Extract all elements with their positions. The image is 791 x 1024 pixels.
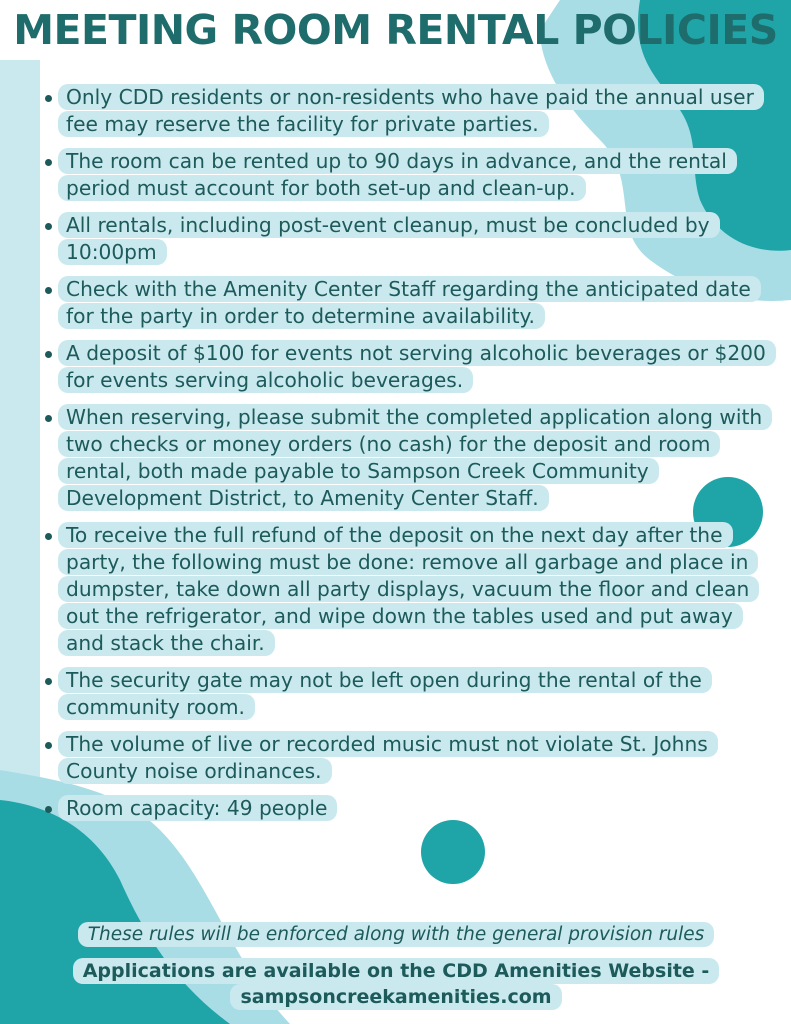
list-item xyxy=(30,84,770,138)
page-title: MEETING ROOM RENTAL POLICIES xyxy=(13,6,778,54)
policy-list xyxy=(30,84,770,832)
list-item xyxy=(30,276,770,330)
rules-note xyxy=(22,924,770,945)
list-item xyxy=(30,795,770,822)
cta-line-1: Applications are available on the CDD Amenities Website - xyxy=(73,958,720,984)
policy-text: All rentals, including post-event cleanup, must be concluded by 10:00pm xyxy=(58,212,720,265)
list-item xyxy=(30,667,770,721)
policy-text: The room can be rented up to 90 days in advance, and the rental period must account for both set-up and clean-up. xyxy=(58,148,737,201)
list-item xyxy=(30,731,770,785)
policy-text: The security gate may not be left open during the rental of the community room. xyxy=(58,667,712,720)
list-item xyxy=(30,340,770,394)
policy-text: When reserving, please submit the completed application along with two checks or money orders (no cash) for the deposit and room rental, both made payable to Sampson Creek Community Development District, to Amenity Center Staff. xyxy=(58,404,772,511)
website-link[interactable]: sampsoncreekamenities.com xyxy=(230,984,561,1010)
policy-text: Check with the Amenity Center Staff regarding the anticipated date for the party in order to determine availability. xyxy=(58,276,761,329)
list-item xyxy=(30,404,770,512)
applications-cta xyxy=(22,958,770,1010)
rules-note-text: These rules will be enforced along with the general provision rules xyxy=(78,922,715,947)
policy-text: To receive the full refund of the deposit on the next day after the party, the following must be done: remove all garbage and place in dumpster, take down all party displays, vacuum the floor and clean out the refrigerator, and wipe down the tables used and put away and stack the chair. xyxy=(58,522,759,656)
policy-text: A deposit of $100 for events not serving alcoholic beverages or $200 for events serving alcoholic beverages. xyxy=(58,340,776,393)
policy-text: Only CDD residents or non-residents who have paid the annual user fee may reserve the facility for private parties. xyxy=(58,84,764,137)
policy-text: Room capacity: 49 people xyxy=(58,795,337,821)
policy-text: The volume of live or recorded music must not violate St. Johns County noise ordinances. xyxy=(58,731,718,784)
list-item xyxy=(30,522,770,657)
list-item xyxy=(30,148,770,202)
list-item xyxy=(30,212,770,266)
